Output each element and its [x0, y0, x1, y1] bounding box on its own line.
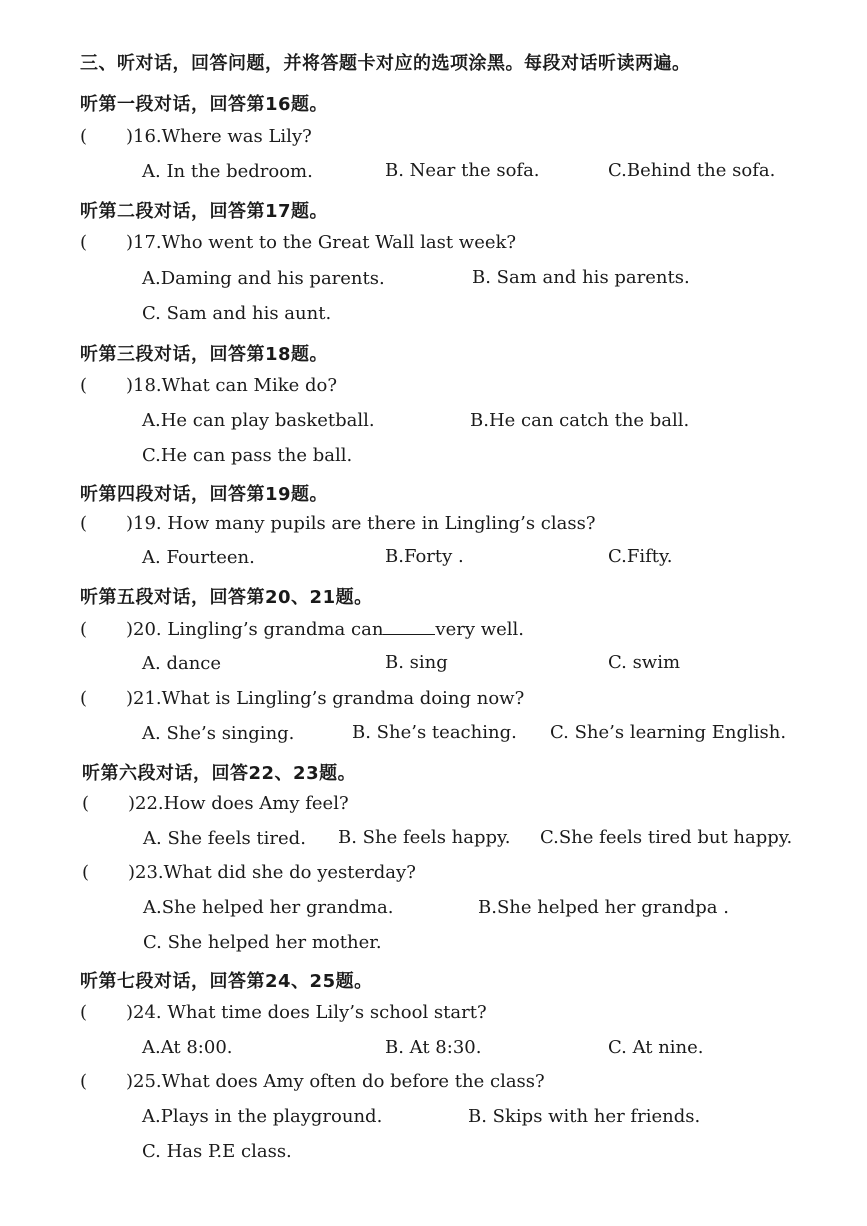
option-b: B. At 8:30. — [385, 1037, 482, 1058]
section-title: 三、听对话，回答问题，并将答题卡对应的选项涂黑。每段对话听读两遍。 — [80, 53, 691, 74]
option-a: A.At 8:00. — [142, 1037, 233, 1058]
option-b: B. sing — [385, 652, 448, 673]
answer-paren: ( — [80, 375, 88, 396]
answer-paren: ( — [80, 513, 88, 534]
question-22 — [82, 793, 349, 814]
question-text: )16.Where was Lily? — [126, 126, 312, 147]
question-text: )21.What is Lingling’s grandma doing now? — [126, 688, 525, 709]
option-a: A. dance — [142, 653, 222, 674]
question-25 — [80, 1071, 545, 1092]
answer-paren: ( — [82, 862, 90, 883]
question-17 — [80, 232, 516, 253]
question-text: )19. How many pupils are there in Lingling’s class? — [126, 513, 596, 534]
answer-paren: ( — [80, 1071, 88, 1092]
answer-paren: ( — [80, 1002, 88, 1023]
option-a: A. Fourteen. — [142, 547, 255, 568]
question-16 — [80, 126, 312, 147]
option-b: B.Forty . — [385, 546, 464, 567]
question-text: )18.What can Mike do? — [126, 375, 338, 396]
option-c: C. She helped her mother. — [143, 932, 382, 953]
option-c: C. Has P.E class. — [142, 1141, 292, 1162]
question-23 — [82, 862, 416, 883]
answer-paren: ( — [80, 619, 88, 640]
dialogue-label-2: 听第二段对话，回答第17题。 — [80, 201, 329, 222]
option-b: B. She’s teaching. — [352, 722, 517, 743]
option-b: B. Skips with her friends. — [468, 1106, 701, 1127]
question-text: )23.What did she do yesterday? — [128, 862, 416, 883]
option-c: C.He can pass the ball. — [142, 445, 353, 466]
question-19 — [80, 513, 596, 534]
fill-blank — [383, 618, 435, 635]
question-text: )17.Who went to the Great Wall last week? — [126, 232, 517, 253]
option-c: C. Sam and his aunt. — [142, 303, 332, 324]
option-b: B. Sam and his parents. — [472, 267, 690, 288]
option-a: A.Daming and his parents. — [142, 268, 385, 289]
question-18 — [80, 375, 337, 396]
option-c: C.She feels tired but happy. — [540, 827, 793, 848]
option-a: A.She helped her grandma. — [143, 897, 394, 918]
answer-paren: ( — [82, 793, 90, 814]
question-text: )24. What time does Lily’s school start? — [126, 1002, 487, 1023]
option-a: A.Plays in the playground. — [142, 1106, 383, 1127]
question-text-after: very well. — [435, 619, 525, 640]
question-text: )22.How does Amy feel? — [128, 793, 349, 814]
question-20 — [80, 618, 524, 640]
option-a: A. She feels tired. — [143, 828, 306, 849]
option-b: B.He can catch the ball. — [470, 410, 690, 431]
question-21 — [80, 688, 524, 709]
option-a: A. In the bedroom. — [142, 161, 313, 182]
option-a: A. She’s singing. — [142, 723, 295, 744]
option-c: C. swim — [608, 652, 681, 673]
question-24 — [80, 1002, 487, 1023]
option-a: A.He can play basketball. — [142, 410, 375, 431]
dialogue-label-4: 听第四段对话，回答第19题。 — [80, 484, 329, 505]
dialogue-label-7: 听第七段对话，回答第24、25题。 — [80, 971, 373, 992]
option-b: B. Near the sofa. — [385, 160, 540, 181]
dialogue-label-1: 听第一段对话，回答第16题。 — [80, 94, 329, 115]
dialogue-label-3: 听第三段对话，回答第18题。 — [80, 344, 329, 365]
option-c: C. At nine. — [608, 1037, 704, 1058]
option-c: C. She’s learning English. — [550, 722, 787, 743]
answer-paren: ( — [80, 126, 88, 147]
question-text-before: )20. Lingling’s grandma can — [126, 619, 384, 640]
option-c: C.Behind the sofa. — [608, 160, 776, 181]
question-text: )25.What does Amy often do before the class? — [126, 1071, 545, 1092]
option-b: B.She helped her grandpa . — [478, 897, 729, 918]
answer-paren: ( — [80, 688, 88, 709]
option-b: B. She feels happy. — [338, 827, 511, 848]
answer-paren: ( — [80, 232, 88, 253]
dialogue-label-6: 听第六段对话，回答22、23题。 — [82, 763, 357, 784]
option-c: C.Fifty. — [608, 546, 673, 567]
dialogue-label-5: 听第五段对话，回答第20、21题。 — [80, 587, 373, 608]
